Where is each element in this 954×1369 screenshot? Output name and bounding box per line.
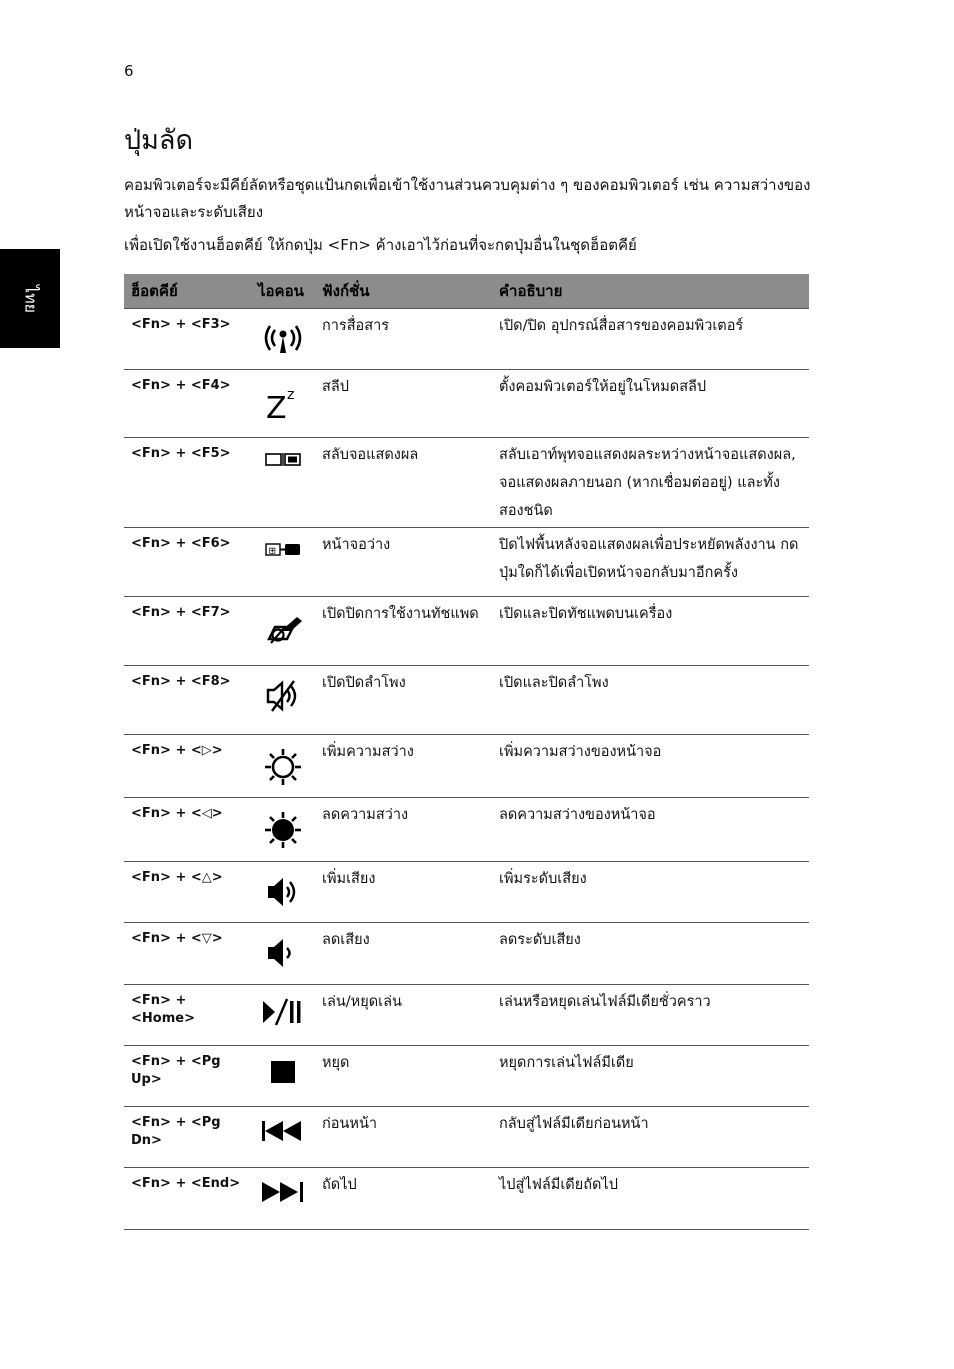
function-cell: เพิ่มความสว่าง (315, 735, 492, 798)
header-description: คำอธิบาย (492, 274, 809, 309)
function-cell: เปิดปิดลำโพง (315, 666, 492, 735)
table-row (124, 309, 809, 370)
description-cell: เพิ่มระดับเสียง (492, 862, 809, 923)
description-cell: เปิดและปิดทัชแพดบนเครื่อง (492, 597, 809, 666)
wireless-icon (263, 343, 303, 359)
next-track-icon (260, 1192, 306, 1208)
table-row (124, 370, 809, 438)
function-cell: เปิดปิดการใช้งานทัชแพด (315, 597, 492, 666)
icon-cell (251, 1107, 315, 1168)
function-cell: ก่อนหน้า (315, 1107, 492, 1168)
function-cell: สลีป (315, 370, 492, 438)
description-cell: ลดระดับเสียง (492, 923, 809, 985)
function-cell: ลดเสียง (315, 923, 492, 985)
description-cell: หยุดการเล่นไฟล์มีเดีย (492, 1046, 809, 1107)
hotkey-cell: <Fn> + <F6> (124, 528, 251, 597)
touchpad-toggle-icon (261, 633, 305, 649)
icon-cell (251, 309, 315, 370)
function-cell: เพิ่มเสียง (315, 862, 492, 923)
hotkey-cell: <Fn> + <▽> (124, 923, 251, 985)
volume-down-icon (263, 959, 303, 975)
page-number: 6 (124, 62, 134, 80)
display-toggle-icon (263, 458, 303, 474)
icon-cell (251, 1168, 315, 1230)
table-row (124, 666, 809, 735)
sleep-icon (263, 387, 303, 426)
icon-cell (251, 528, 315, 597)
previous-track-icon (260, 1131, 306, 1147)
table-row (124, 923, 809, 985)
function-cell: หยุด (315, 1046, 492, 1107)
table-header-row (124, 274, 809, 309)
brightness-down-icon (263, 838, 303, 854)
hotkey-cell: <Fn> + <▷> (124, 735, 251, 798)
icon-cell (251, 985, 315, 1046)
description-cell: เล่นหรือหยุดเล่นไฟล์มีเดียชั่วคราว (492, 985, 809, 1046)
hotkey-cell: <Fn> + <◁> (124, 798, 251, 862)
description-cell: เพิ่มความสว่างของหน้าจอ (492, 735, 809, 798)
header-icon: ไอคอน (251, 274, 315, 309)
icon-cell (251, 735, 315, 798)
icon-cell (251, 370, 315, 438)
description-cell: เปิด/ปิด อุปกรณ์สื่อสารของคอมพิวเตอร์ (492, 309, 809, 370)
hotkey-cell: <Fn> + <F7> (124, 597, 251, 666)
table-row (124, 1168, 809, 1230)
svg-text:⊞: ⊞ (268, 546, 277, 557)
page-title: ปุ่มลัด (124, 125, 194, 156)
description-cell: ตั้งคอมพิวเตอร์ให้อยู่ในโหมดสลีป (492, 370, 809, 438)
function-cell: หน้าจอว่าง (315, 528, 492, 597)
description-cell: ปิดไฟพื้นหลังจอแสดงผลเพื่อประหยัดพลังงาน กดปุ่มใดก็ได้เพื่อเปิดหน้าจอกลับมาอีกครั้ง (492, 528, 809, 597)
brightness-up-icon (263, 775, 303, 791)
icon-cell (251, 597, 315, 666)
function-cell: สลับจอแสดงผล (315, 438, 492, 528)
hotkey-cell: <Fn> + <F3> (124, 309, 251, 370)
hotkey-cell: <Fn> + <End> (124, 1168, 251, 1230)
svg-text:z: z (287, 387, 295, 403)
stop-icon (268, 1074, 298, 1090)
function-cell: เล่น/หยุดเล่น (315, 985, 492, 1046)
hotkey-cell: <Fn> + <△> (124, 862, 251, 923)
play-pause-icon (261, 1015, 305, 1031)
hotkey-cell: <Fn> + <Pg Dn> (124, 1107, 251, 1168)
description-cell: สลับเอาท์พุทจอแสดงผลระหว่างหน้าจอแสดงผล, จอแสดงผลภายนอก (หากเชื่อมต่ออยู่) และทั้งสองชนิด (492, 438, 809, 528)
table-row (124, 438, 809, 528)
table-row (124, 1046, 809, 1107)
description-cell: กลับสู่ไฟล์มีเดียก่อนหน้า (492, 1107, 809, 1168)
table-row (124, 862, 809, 923)
icon-cell (251, 862, 315, 923)
hotkey-table (124, 274, 809, 1230)
icon-cell (251, 1046, 315, 1107)
description-cell: เปิดและปิดลำโพง (492, 666, 809, 735)
volume-up-icon (263, 898, 303, 914)
instruction-paragraph: เพื่อเปิดใช้งานฮ็อตคีย์ ให้กดปุ่ม <Fn> ค้างเอาไว้ก่อนที่จะกดปุ่มอื่นในชุดฮ็อตคีย์ (124, 236, 637, 254)
hotkey-cell: <Fn> + <Pg Up> (124, 1046, 251, 1107)
icon-cell (251, 438, 315, 528)
header-hotkey: ฮ็อตคีย์ (124, 274, 251, 309)
table-row (124, 528, 809, 597)
icon-cell (251, 923, 315, 985)
table-row (124, 985, 809, 1046)
hotkey-cell: <Fn> + <F4> (124, 370, 251, 438)
table-row (124, 735, 809, 798)
speaker-toggle-icon (263, 702, 303, 718)
language-side-tab (0, 249, 60, 348)
description-cell: ไปสู่ไฟล์มีเดียถัดไป (492, 1168, 809, 1230)
icon-cell (251, 666, 315, 735)
header-function: ฟังก์ชั่น (315, 274, 492, 309)
function-cell: ถัดไป (315, 1168, 492, 1230)
description-cell: ลดความสว่างของหน้าจอ (492, 798, 809, 862)
icon-cell (251, 798, 315, 862)
function-cell: ลดความสว่าง (315, 798, 492, 862)
hotkey-cell: <Fn> + <F5> (124, 438, 251, 528)
svg-text:Z: Z (266, 391, 287, 422)
side-tab-label: ไทย (21, 285, 41, 313)
display-off-icon (263, 548, 303, 564)
intro-paragraph: คอมพิวเตอร์จะมีคีย์ลัดหรือชุดแป้นกดเพื่อเข้าใช้งานส่วนควบคุมต่าง ๆ ของคอมพิวเตอร์ เช่น ความสว่างของหน้าจอและระดับเสียง (124, 176, 811, 221)
function-cell: การสื่อสาร (315, 309, 492, 370)
table-row (124, 597, 809, 666)
table-row (124, 798, 809, 862)
hotkey-cell: <Fn> + <Home> (124, 985, 251, 1046)
hotkey-cell: <Fn> + <F8> (124, 666, 251, 735)
table-row (124, 1107, 809, 1168)
